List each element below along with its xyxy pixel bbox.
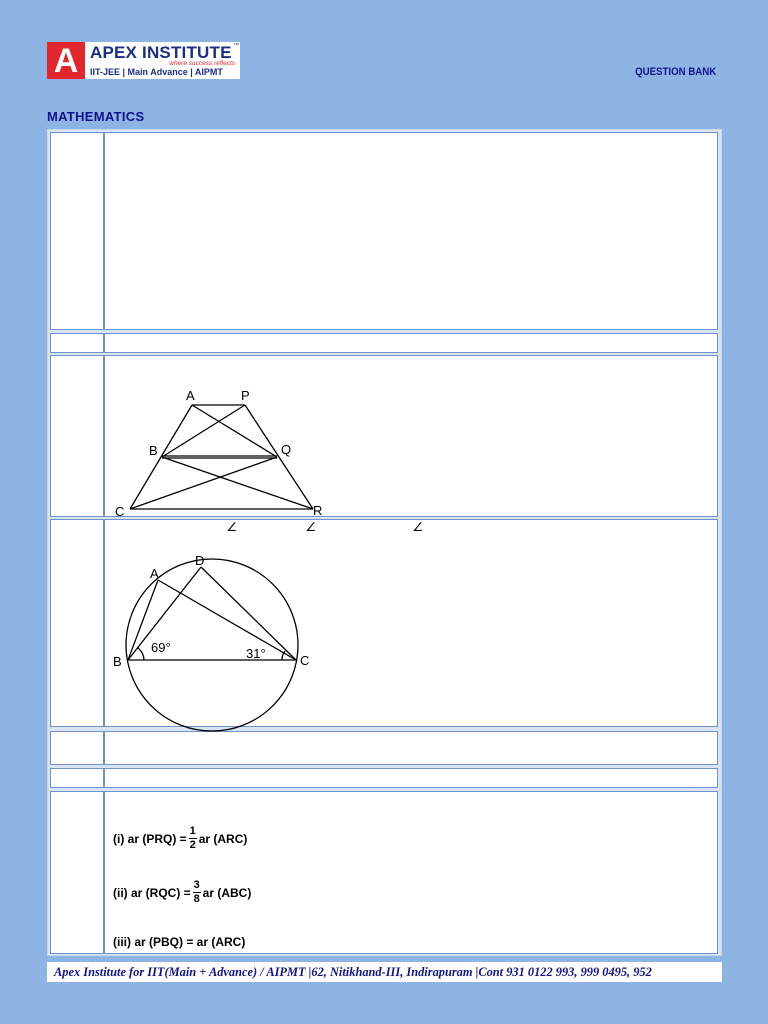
- label-d: D: [195, 553, 205, 568]
- fraction: [193, 880, 201, 905]
- logo-subtitle: IIT-JEE | Main Advance | AIPMT: [90, 67, 223, 77]
- footer-address: Apex Institute for IIT(Main + Advance) / AIPMT |62, Nitikhand-III, Indirapuram |Cont 931 0122 993, 999 0495, 952: [47, 962, 722, 982]
- doc-label: QUESTION BANK: [634, 66, 716, 78]
- label-c: C: [300, 653, 310, 668]
- question-row: [50, 791, 718, 954]
- arc-angle-b: [138, 648, 144, 660]
- statement-3: [113, 935, 245, 949]
- label-r: R: [313, 503, 323, 518]
- statement-text: ar (ARC): [198, 831, 248, 846]
- label-q: Q: [281, 442, 292, 457]
- logo-name: APEX INSTITUTE: [90, 43, 232, 62]
- fraction: [189, 826, 197, 851]
- logo-mark: A: [47, 42, 85, 79]
- fraction-denominator: 2: [189, 839, 196, 851]
- logo-trademark: ™: [233, 43, 239, 49]
- segment-br: [162, 457, 313, 509]
- label-c: C: [115, 504, 125, 519]
- question-number-cell: [51, 356, 105, 516]
- question-row: [50, 333, 718, 353]
- angle-symbol: ∠: [411, 520, 425, 534]
- label-b: B: [149, 443, 158, 458]
- label-p: P: [241, 388, 250, 403]
- statement-text: (i) ar (PRQ) =: [113, 831, 187, 846]
- logo-tagline: where success reflects: [169, 60, 235, 67]
- circle-diagram: [110, 550, 320, 730]
- angle-symbol: ∠: [225, 520, 239, 534]
- question-row: [50, 132, 718, 330]
- statement-2: [113, 880, 251, 905]
- question-number-cell: [51, 520, 105, 726]
- question-number-cell: [51, 133, 105, 329]
- question-row: [50, 768, 718, 788]
- segment-pr: [245, 405, 313, 509]
- segment-qc: [130, 457, 277, 509]
- figure-circle: [110, 550, 320, 730]
- question-row: [50, 731, 718, 765]
- question-number-cell: [51, 769, 105, 787]
- angle-c-label: 31°: [246, 646, 266, 661]
- angle-symbol: ∠: [304, 520, 318, 534]
- fraction-denominator: 8: [193, 893, 200, 905]
- statement-text: ar (ABC): [202, 885, 252, 900]
- statement-text: (ii) ar (RQC) =: [113, 885, 191, 900]
- fraction-numerator: 3: [193, 879, 200, 891]
- apex-logo: [47, 42, 240, 79]
- fraction-numerator: 1: [189, 825, 196, 837]
- question-number-cell: [51, 334, 105, 352]
- label-b: B: [113, 654, 122, 669]
- segment-ac: [130, 405, 192, 509]
- statement-text: (iii) ar (PBQ) = ar (ARC): [113, 935, 246, 949]
- statement-1: [113, 826, 247, 851]
- subject-heading: MATHEMATICS: [47, 109, 145, 124]
- angle-b-label: 69°: [151, 640, 171, 655]
- logo-text: [85, 42, 240, 79]
- segment-pb: [162, 405, 245, 457]
- question-number-cell: [51, 732, 105, 764]
- segment-aq: [192, 405, 277, 457]
- trapezium-diagram: [110, 385, 330, 520]
- label-a: A: [186, 388, 195, 403]
- question-number-cell: [51, 792, 105, 953]
- figure-trapezium: [110, 385, 330, 520]
- label-a: A: [150, 566, 159, 581]
